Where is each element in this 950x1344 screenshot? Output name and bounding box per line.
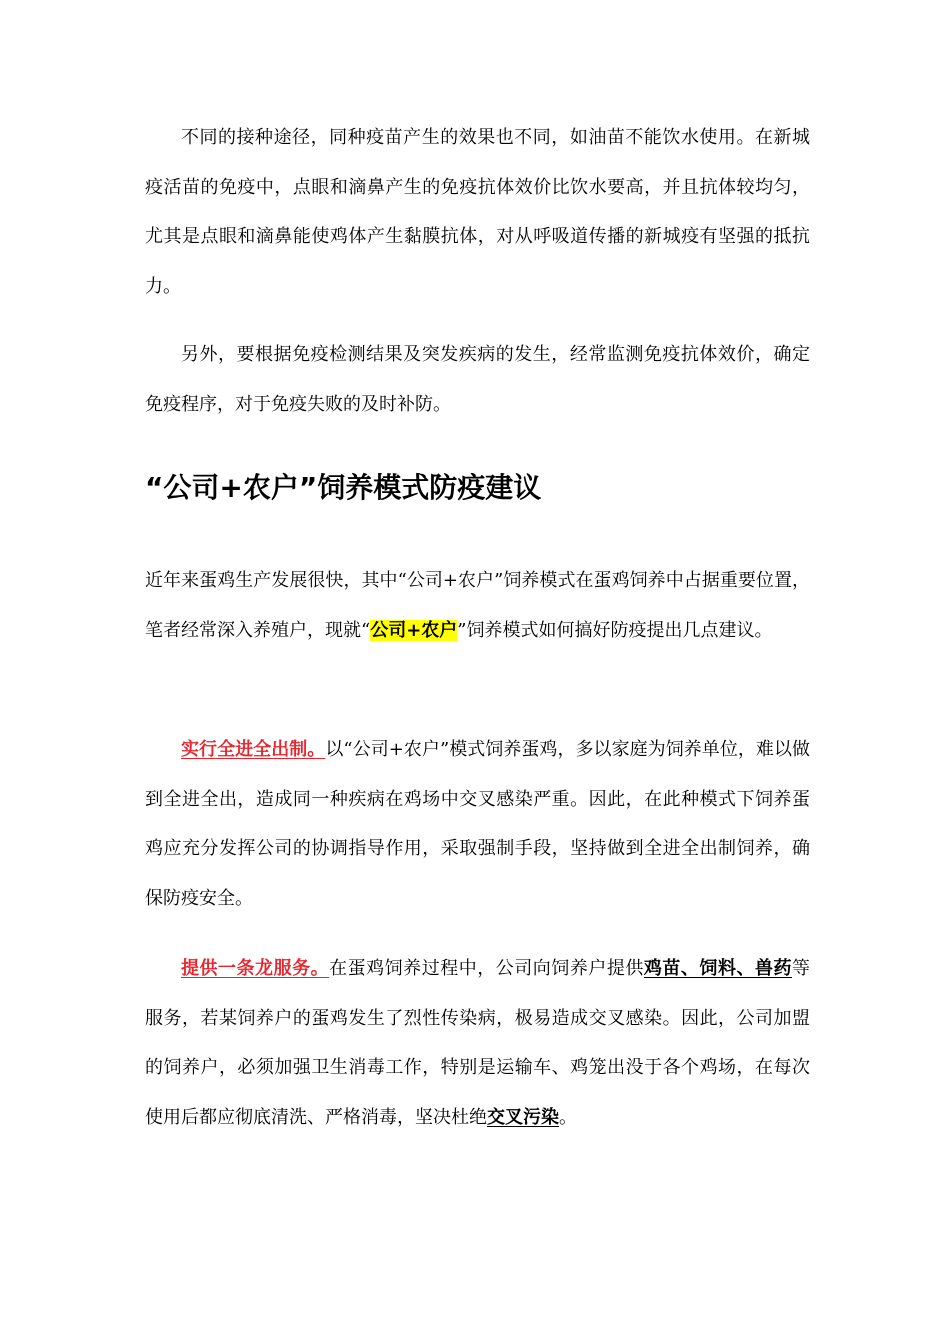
highlighted-term: 公司+农户 (370, 619, 458, 641)
service-text-1: 在蛋鸡饲养过程中，公司向饲养户提供 (329, 958, 644, 979)
service-items-emphasis: 鸡苗、饲料、兽药 (643, 958, 793, 979)
section-heading: “公司+农户”饲养模式防疫建议 (145, 471, 542, 504)
service-text-2: 等服务，若某饲养户的蛋鸡发生了烈性传染病，极易造成交叉感染。因此，公司加盟的饲养户，必须加强卫生消毒工作，特别是运输车、鸡笼出没于各个鸡场，在每次使用后都应彻底清洗、严格消毒，坚决杜绝 (145, 958, 811, 1128)
cross-contamination-emphasis: 交叉污染 (487, 1106, 559, 1128)
paragraph-one-stop-service (145, 944, 810, 1142)
intro-text-before: 近年来蛋鸡生产发展很快，其中“公司+农户”饲养模式在蛋鸡饲养中占据重要位置，笔者经常深入养殖户，现就“ (145, 570, 810, 641)
paragraph-vaccination-routes: 不同的接种途径，同种疫苗产生的效果也不同，如油苗不能饮水使用。在新城疫活苗的免疫中，点眼和滴鼻产生的免疫抗体效价比饮水要高，并且抗体较均匀，尤其是点眼和滴鼻能使鸡体产生黏膜抗体，对从呼吸道传播的新城疫有坚强的抵抗力。 (145, 127, 810, 297)
paragraph-all-in-all-out (145, 725, 810, 923)
intro-text-after: ”饲养模式如何搞好防疫提出几点建议。 (457, 619, 773, 641)
point-heading-all-in-all-out: 实行全进全出制。 (181, 739, 326, 760)
service-text-3: 。 (559, 1106, 577, 1128)
paragraph-introduction (145, 556, 810, 655)
point-heading-one-stop-service: 提供一条龙服务。 (181, 958, 330, 979)
paragraph-antibody-monitoring: 另外，要根据免疫检测结果及突发疾病的发生，经常监测免疫抗体效价，确定免疫程序，对于免疫失败的及时补防。 (145, 344, 810, 415)
point-text-all-in-all-out: 以“公司+农户”模式饲养蛋鸡，多以家庭为饲养单位，难以做到全进全出，造成同一种疾病在鸡场中交叉感染严重。因此，在此种模式下饲养蛋鸡应充分发挥公司的协调指导作用，采取强制手段，坚持做到全进全出制饲养，确保防疫安全。 (145, 739, 811, 909)
